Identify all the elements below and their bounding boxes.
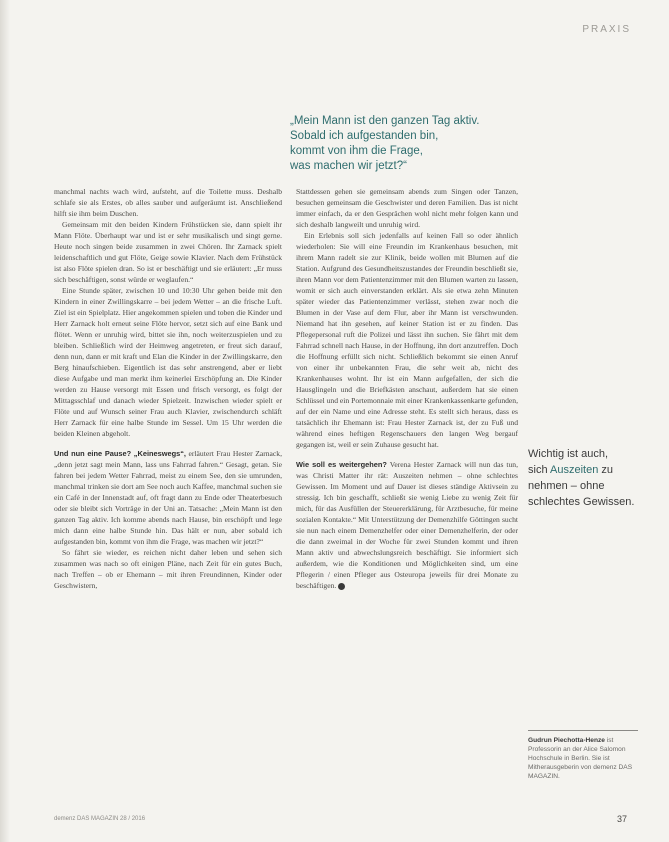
pull-quote-line: kommt von ihm die Frage, (290, 145, 423, 157)
paragraph-text: Verena Hester Zarnack will nun das tun, was Christi Matter ihr rät: Auszeiten nehmen – ohne schlechtes Gewissen. Im Moment und auf Dauer ist dieses ständige Aktivsein zu stressig. Ich bin geschafft, schließt sie wenig Liebe zu wenig Zeit für mich, für das Ausfüllen der Steuererklärung, für Arztbesuche, für meine sozialen Kontakte.“ Mit Unterstützung der Demenzhilfe Göttingen sucht sie nun nach einem Demenzhelfer oder einer Demenzhelferin, der oder die dann zweimal in der Woche für zwei Stunden kommt und ihren Mann aktiv und abwechslungsreich beschäftigt. Sie informiert sich außerdem, wie die Konditionen und Möglichkeiten sind, um eine Pflegerin / einen Pfleger aus Osteuropa jeweils für drei Monate zu beschäftigen. (296, 460, 518, 590)
paragraph: Ein Erlebnis soll sich jedenfalls auf keinen Fall so oder ähnlich wiederholen: Sie will eine Freundin im Krankenhaus besuchen, mit ihrem Mann radelt sie zur Klinik, beide wollen mit Blumen auf die Station. Aufgrund des Gesundheitszustandes der Freundin beschließt sie, ihren Mann vor dem Patientenzimmer mit den Blumen warten zu lassen, womit er sich auch einverstanden erklärt. Als sie etwa zehn Minuten später wieder das Patientenzimmer verlässt, stehen zwar noch die Blumen in der Vase auf dem Flur, aber ihr Mann ist verschwunden. Niemand hat ihn gesehen, auf keiner Station ist er zu finden. Das Pflegepersonal ruft die Polizei und lässt ihn suchen. Sie fährt mit dem Fahrrad schnell nach Hause, in der Hoffnung, ihn dort anzutreffen. Doch die Hoffnung erfüllt sich nicht. Schließlich bekommt sie einen Anruf von einer ihr unbekannten Frau, die sehr weit ab, nicht des Krankenhauses wohnt. Ihr ist ein Mann aufgefallen, der sich die Hausglingeln und die Briefkästen anschaut, außerdem hat sie einen Schlüssel und ein Portemonnaie mit einer Krankenkassenkarte gefunden, auf der ein Name und eine Adresse steht. Es stellt sich heraus, dass es tatsächlich ihr Ehemann ist: Frau Hester Zarnack ist, der zu Fuß und während eines heftigen Regenschauers den langen Weg bergauf gegangen ist, weil er sein Zuhause gesucht hat. (296, 231, 518, 449)
paragraph-with-lead (296, 459, 518, 591)
side-quote-text: zu (598, 464, 614, 476)
paragraph: Eine Stunde später, zwischen 10 und 10:30 Uhr gehen beide mit den Kindern in einer Zwillingskarre – bei jedem Wetter – an die frische Luft. Ziel ist ein Spielplatz. Hier angekommen spielen und toben die Kinder und Herr Zarnack holt erneut seine Flöte hervor, setzt sich auf eine Bank und flötet. Wenn er unruhig wird, bittet sie ihn, noch weiterzuspielen und zu bleiben. Schließlich wird der Heimweg angetreten, er freut sich darauf, denn nun, dann er mit kraft und Elan die Kinder in der Zwillingskarre, den Berg hinaufschieben. Eigentlich ist das sehr anstrengend, aber er liebt diese Aufgabe und man merkt ihm keinerlei Erschöpfung an. Die Kinder werden zu Hause versorgt mit Essen und frisch versorgt, es folgt der Mittagsschlaf und danach wieder Spielzeit. Inzwischen wieder spielt er Flöte und auf Wunsch seiner Frau auch Klavier, zwischendurch schläft Herr Zarnack für eine halbe Stunde im Sessel. Um 15 Uhr werden die beiden Kleinen abgeholt. (54, 286, 282, 438)
page-gutter-shadow (0, 0, 10, 842)
pull-quote (290, 114, 520, 174)
article-column-1 (54, 186, 282, 591)
section-label: PRAXIS (582, 24, 631, 35)
side-quote-line (528, 462, 646, 478)
author-name: Gudrun Piechotta-Henze (528, 737, 605, 744)
author-bio (528, 736, 646, 781)
paragraph-text: erläutert Frau Hester Zarnack, „denn jetzt sagt mein Mann, lass uns Fahrrad fahren.“ Gesagt, getan. Sie fahren bei jedem Wetter Fahrrad, meist zu einem See, den sie umrunden, manchmal trinken sie dort am See noch auch Kaffee, manchmal suchen sie ein Café in der Innenstadt auf, oft fragt dann zu Ende oder Theaterbesuch oder sie bleibt sich Vorträge in der Uni an. Tatsache: „Mein Mann ist den ganzen Tag aktiv. Ich komme abends nach Hause, bin erschöpft und lege mich dann eine halbe Stunde hin. Das hält er nun, aber sobald ich aufgestanden bin, kommt von ihm die Frage, was machen wir jetzt?“ (54, 449, 282, 546)
side-quote-line: Wichtig ist auch, (528, 448, 609, 460)
paragraph: Stattdessen gehen sie gemeinsam abends zum Singen oder Tanzen, besuchen gemeinsam die Geschwister und deren Familien. Das ist nicht immer einfach, da er den Gesprächen wohl nicht mehr folgen kann und sich deshalb langweilt und unruhig wird. (296, 187, 518, 229)
side-quote-line: schlechtes Gewissen. (528, 496, 635, 508)
page-number: 37 (616, 814, 627, 824)
pull-quote-line: Sobald ich aufgestanden bin, (290, 130, 439, 142)
paragraph-lead: Und nun eine Pause? „Keineswegs“, (54, 449, 186, 458)
bio-divider (528, 730, 638, 731)
paragraph: So fährt sie wieder, es reichen nicht daher leben und sehen sich zusammen was nach so oft einigen Pläne, nach Zeit für ein gutes Buch, nach Treffen – ob er Ehemann – mit ihren Freundinnen, Kinder oder Geschwistern, (54, 548, 282, 590)
footer-publication: demenz DAS MAGAZIN 28 / 2016 (54, 816, 146, 822)
side-quote-line: nehmen – ohne (528, 480, 605, 492)
paragraph-lead: Wie soll es weitergehen? (296, 460, 387, 469)
side-quote (528, 446, 646, 510)
side-quote-text: sich (528, 464, 551, 476)
paragraph-with-lead (54, 448, 282, 547)
pull-quote-line: was machen wir jetzt?“ (290, 160, 407, 172)
pull-quote-line: „Mein Mann ist den ganzen Tag aktiv. (290, 115, 480, 127)
article-column-2 (296, 186, 518, 591)
paragraph: manchmal nachts wach wird, aufsteht, auf die Toilette muss. Deshalb schlafe sie als Erstes, ob alles sauber und aufgeräumt ist. Anschließend hilft sie ihm beim Duschen. (54, 187, 282, 218)
side-quote-accent: Auszeiten (550, 464, 599, 476)
author-bio-text: ist Professorin an der Alice Salomon Hochschule in Berlin. Sie ist Mitherausgeberin von demenz DAS MAGAZIN. (528, 737, 633, 780)
paragraph: Gemeinsam mit den beiden Kindern Frühstücken sie, dann spielt ihr Mann Flöte. Überhaupt war und ist er sehr musikalisch und singt gerne. Heute noch singen beide zusammen in zwei Chören. Ihr Zarnack spielt leidenschaftlich und gut Flöte, Geige sowie Klavier. Nach dem Frühstück ist also Flöte spielen dran. So ist er beschäftigt und sie erläutert: „Er muss sich beschäftigen, sonst würde er weglaufen.“ (54, 220, 282, 284)
article-end-icon (338, 583, 345, 590)
